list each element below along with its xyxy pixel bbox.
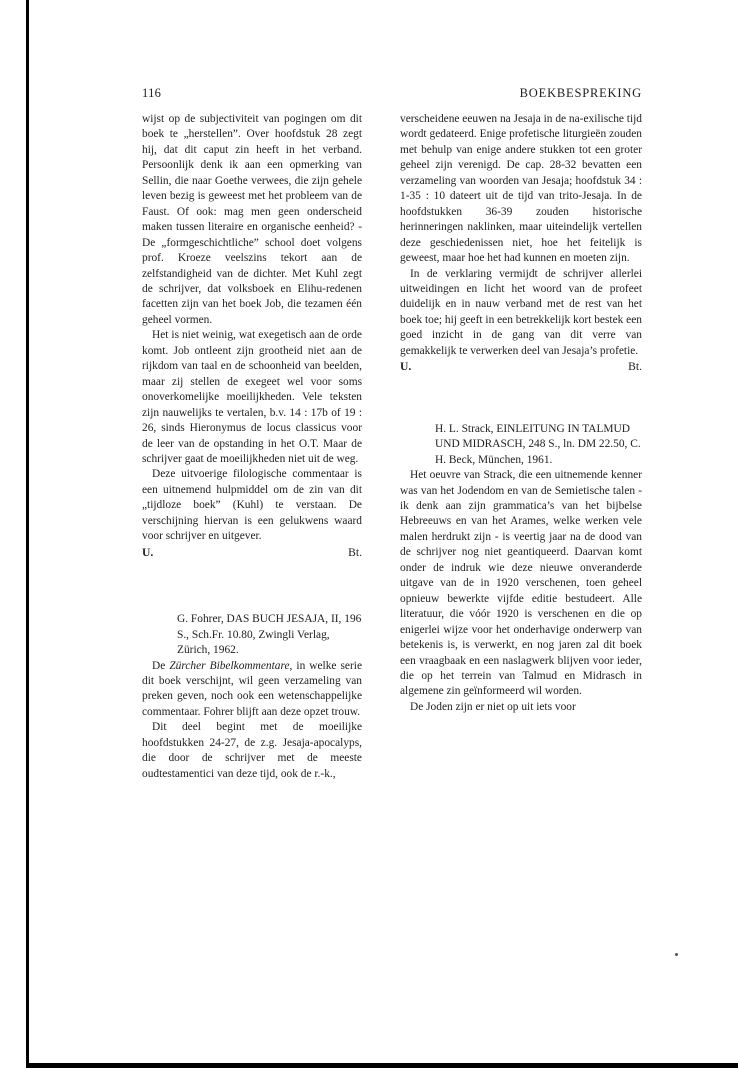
signature-initial: U. — [142, 545, 154, 559]
left-paragraph-2: Het is niet weinig, wat exegetisch aan de orde komt. Job ontleent zijn grootheid niet aan de rijkdom van taal en de schoonheid van beelden, maar zij stellen de exegeet wel voor soms onoverkomelijke moeilijkheden. Vele teksten zijn nauwelijks te vertalen, b.v. 14 : 17b of 19 : 26, sinds Hieronymus de locus classicus voor de leer van de opstanding in het O.T. Maar de schrijver gaat de moeilijkheden niet uit de weg. — [142, 329, 362, 465]
signature-name: Bt. — [348, 545, 362, 559]
review-signature-1 — [142, 545, 362, 560]
series-title: Zürcher Bibelkommentare — [169, 659, 290, 672]
left-column — [142, 112, 362, 782]
right-paragraph-2: In de verklaring vermijdt de schrijver allerlei uitweidingen en licht het woord van de profeet duidelijk en in nauw verband met de rest van het boek toe; hij geeft in een betrekkelijk kort bestek een goed inzicht in de gang van dit verre van gemakkelijk te verwerken deel van Jesaja’s profetie. — [400, 267, 642, 357]
right-paragraph-3: Het oeuvre van Strack, die een uitnemende kenner was van het Jodendom en van de Semietische talen - ik denk aan zijn grammatica’s van het bijbelse Hebreeuws en van het Arames, welke werken vele malen herdrukt zijn - is veertig jaar na de dood van de schrijver nog niet geantiqueerd. Daarvan komt onder de indruk wie deze nieuwe onveranderde uitgave van de in 1920 verschenen, toen geheel opnieuw bewerkte vijfde editie bestudeert. Alle literatuur, die vóór 1920 is verschenen en die op enigerlei wijze voor het onderhavige onderwerp van betekenis is, is verwerkt, en nog jaren zal dit boek een vraagbaak en een naslagwerk blijven voor ieder, die op het terrein van Talmud en Midrasch in algemene zin geïnformeerd wil worden. — [400, 469, 642, 698]
scan-edge-left — [26, 0, 29, 1068]
running-head-title: BOEKBESPREKING — [519, 86, 642, 100]
signature-name: Bt. — [628, 360, 642, 374]
left-paragraph-3: Deze uitvoerige filologische commentaar is een uitnemend hulpmiddel om de zin van dit „tijdloze boek” (Kuhl) te verstaan. De verschijning hiervan is een gelukwens waard voor schrijver en uitgever. — [142, 468, 362, 543]
book-reference-strack: H. L. Strack, EINLEITUNG IN TALMUD UND MIDRASCH, 248 S., ln. DM 22.50, C. H. Beck, München, 1961. — [435, 422, 641, 466]
page-number: 116 — [142, 86, 162, 100]
running-header — [142, 86, 642, 104]
left-paragraph-1: wijst op de subjectiviteit van pogingen om dit boek te „herstellen”. Over hoofdstuk 28 zegt hij, dat dit caput zin heeft in het verband. Persoonlijk denk ik aan een opmerking van Sellin, die naar Goethe verwees, die zijn gehele leven bezig is geweest met het probleem van de Faust. Of ook: mag men geen onderscheid maken tussen literaire en organische eenheid? - De „formgeschichtliche” school doet volgens prof. Kroeze veelszins tekort aan de zelfstandigheid van de dichter. Met Kuhl zegt de schrijver, dat volksboek en Elihu-redenen facetten zijn van het boek Job, die tezamen één geheel vormen. — [142, 113, 362, 326]
left-paragraph-4: De Zürcher Bibelkommentare, in welke serie dit boek verschijnt, wil geen verzameling van preken geven, noch ook een wetenschappelijke commentaar. Fohrer blijft aan deze opzet trouw. — [142, 659, 362, 718]
right-paragraph-1: verscheidene eeuwen na Jesaja in de na-exilische tijd wordt gedateerd. Enige profetische liturgieën zouden met behulp van enige andere stukken tot een groter geheel zijn verenigd. De cap. 28-32 bevatten een verzameling van woorden van Jesaja; hoofdstuk 34 : 1-35 : 10 dateert uit de tijd van trito-Jesaja. In de hoofdstukken 36-39 zouden historische herinneringen naklinken, maar uiteindelijk vertellen deze geschiedenissen niet, hoe het feitelijk is geweest, maar hoe het had kunnen en moeten zijn. — [400, 113, 642, 265]
scan-speck — [675, 953, 678, 956]
review-signature-2 — [400, 359, 642, 374]
book-reference-fohrer: G. Fohrer, DAS BUCH JESAJA, II, 196 S., Sch.Fr. 10.80, Zwingli Verlag, Zürich, 1962. — [177, 613, 362, 657]
scan-edge-bottom — [26, 1063, 738, 1068]
left-paragraph-5: Dit deel begint met de moeilijke hoofdstukken 24-27, de z.g. Jesaja-apocalyps, die door de schrijver met de meeste oudtestamentici van deze tijd, ook de r.-k., — [142, 721, 362, 780]
right-column — [400, 112, 642, 715]
right-paragraph-4: De Joden zijn er niet op uit iets voor — [410, 700, 576, 713]
signature-initial: U. — [400, 360, 412, 374]
